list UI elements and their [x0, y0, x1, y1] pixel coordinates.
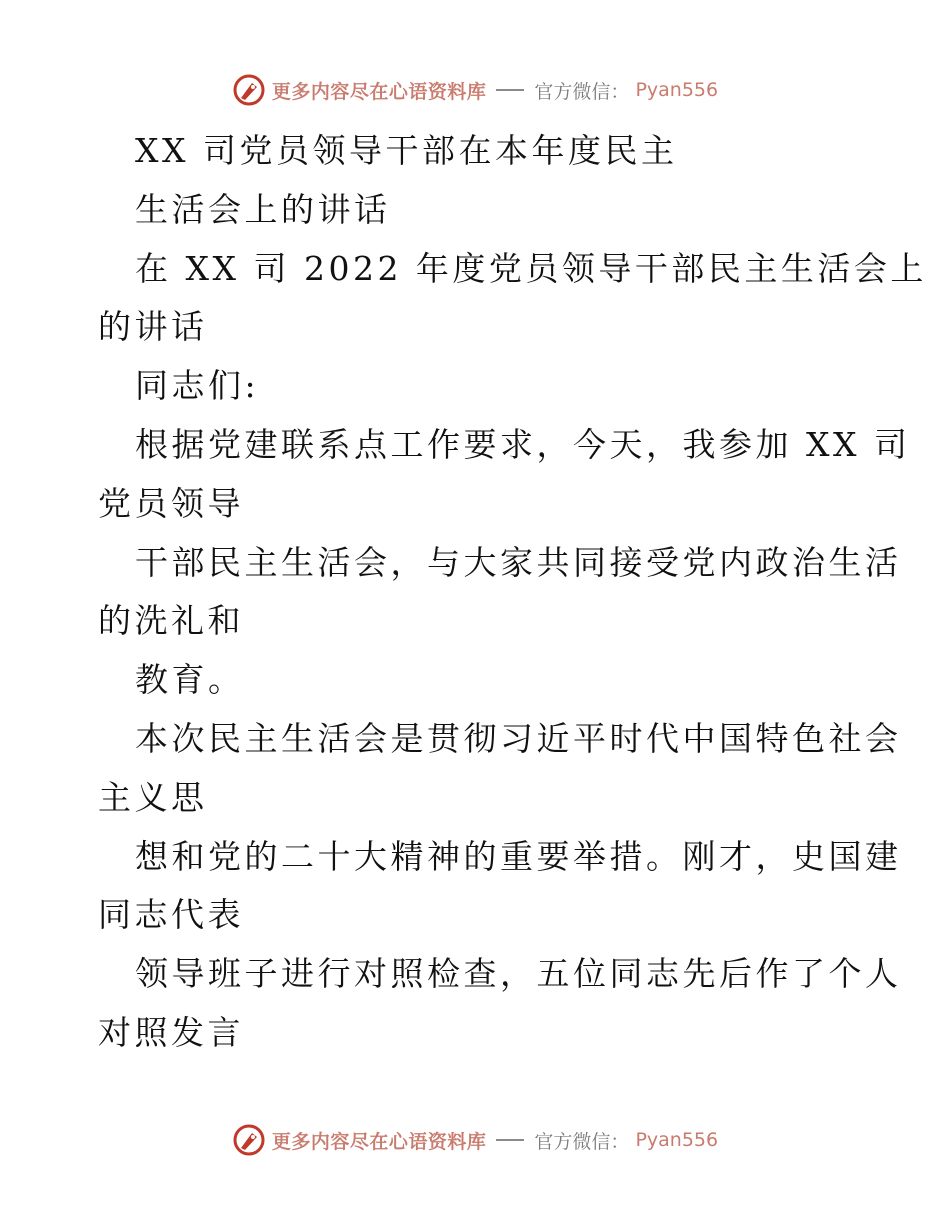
- watermark-wechat-id: Pyan556: [635, 1129, 719, 1151]
- header-watermark: [0, 70, 950, 110]
- watermark-official-label: 官方微信：: [534, 1130, 630, 1153]
- salutation: 同志们:: [135, 366, 260, 406]
- body-line: 主义思: [98, 777, 208, 817]
- body-line: 本次民主生活会是贯彻习近平时代中国特色社会: [135, 718, 902, 758]
- body-line: 对照发言: [98, 1012, 244, 1052]
- watermark-brand-text: 更多内容尽在心语资料库: [271, 80, 487, 103]
- body-line: 的洗礼和: [98, 601, 244, 641]
- watermark-dash: [496, 89, 524, 91]
- title-line-2: 生活会上的讲话: [135, 189, 391, 229]
- watermark-brand-text: 更多内容尽在心语资料库: [271, 1130, 487, 1153]
- body-line: 党员领导: [98, 483, 244, 523]
- body-line: 同志代表: [98, 895, 244, 935]
- body-line: 根据党建联系点工作要求，今天，我参加 XX 司: [135, 424, 911, 464]
- footer-watermark: [0, 1120, 950, 1160]
- watermark-official-label: 官方微信：: [534, 80, 630, 103]
- watermark-wechat-id: Pyan556: [635, 79, 719, 101]
- title-line-1: XX 司党员领导干部在本年度民主: [135, 131, 678, 170]
- pen-nib-icon: [232, 73, 266, 107]
- body-line: 教育。: [135, 660, 245, 700]
- pen-nib-icon: [232, 1123, 266, 1157]
- body-line: 的讲话: [98, 307, 208, 347]
- body-line: 干部民主生活会，与大家共同接受党内政治生活: [135, 542, 902, 582]
- body-line: 想和党的二十大精神的重要举措。刚才，史国建: [135, 836, 902, 876]
- watermark-dash: [496, 1139, 524, 1141]
- body-line: 在 XX 司 2022 年度党员领导干部民主生活会上: [135, 248, 927, 288]
- document-body: [98, 122, 927, 1063]
- body-line: 领导班子进行对照检查，五位同志先后作了个人: [135, 954, 902, 994]
